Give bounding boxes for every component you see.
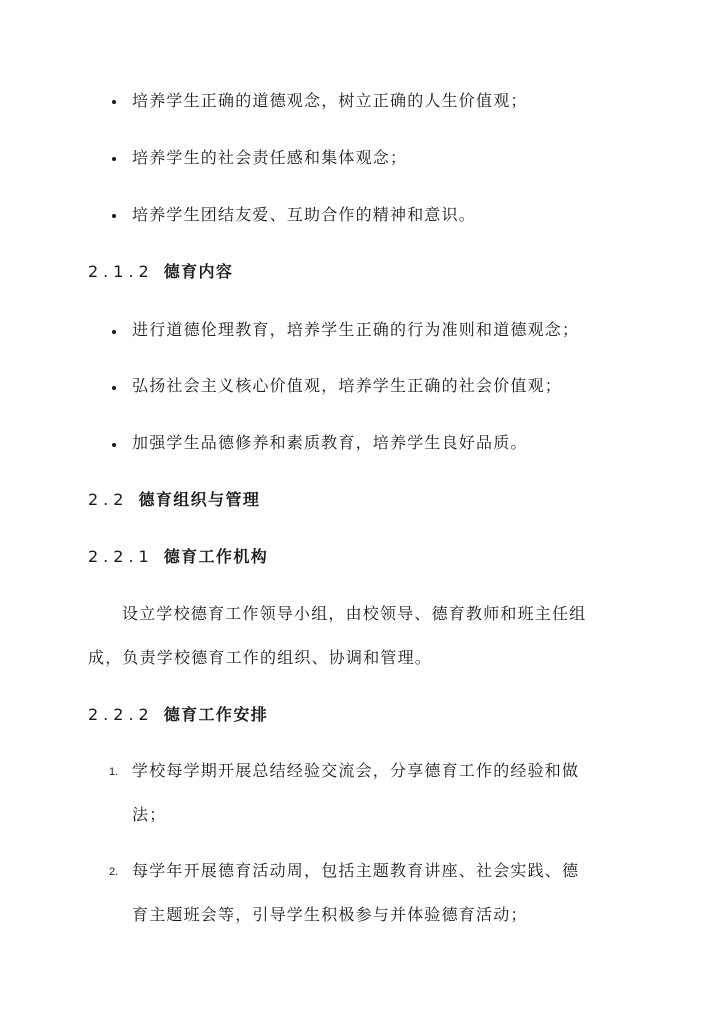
list-item-line: 每学年开展德育活动周，包括主题教育讲座、社会实践、德 (132, 861, 580, 880)
bullet-item: 进行道德伦理教育，培养学生正确的行为准则和道德观念； (132, 320, 580, 339)
section-title: 德育工作安排 (163, 705, 269, 724)
bullet-item: 弘扬社会主义核心价值观，培养学生正确的社会价值观； (132, 376, 563, 395)
section-heading-2-2-2 (88, 705, 268, 725)
paragraph-line: 成，负责学校德育工作的组织、协调和管理。 (88, 648, 433, 667)
paragraph-line: 设立学校德育工作领导小组，由校领导、德育教师和班主任组 (122, 604, 587, 623)
section-title: 德育组织与管理 (138, 490, 261, 509)
bullet-marker (112, 157, 116, 161)
list-item-line: 法； (132, 805, 167, 824)
section-heading-2-2 (88, 490, 260, 510)
bullet-item: 培养学生的社会责任感和集体观念； (132, 148, 408, 167)
bullet-item: 加强学生品德修养和素质教育，培养学生良好品质。 (132, 433, 528, 452)
section-heading-2-2-1 (88, 547, 268, 567)
bullet-marker (112, 100, 116, 104)
list-number: 1. (109, 766, 119, 778)
bullet-marker (112, 386, 116, 390)
section-number: 2.2.1 (88, 547, 154, 566)
bullet-marker (112, 330, 116, 334)
section-number: 2.1.2 (88, 262, 154, 281)
list-number: 2. (109, 866, 119, 878)
list-item-line: 育主题班会等，引导学生积极参与并体验德育活动； (132, 905, 528, 924)
bullet-marker (112, 214, 116, 218)
section-number: 2.2.2 (88, 705, 154, 724)
section-number: 2.2 (88, 490, 129, 509)
section-title: 德育工作机构 (163, 547, 269, 566)
section-heading-2-1-2 (88, 262, 233, 282)
bullet-marker (112, 443, 116, 447)
bullet-item: 培养学生正确的道德观念，树立正确的人生价值观； (132, 91, 528, 110)
list-item-line: 学校每学期开展总结经验交流会，分享德育工作的经验和做 (132, 761, 580, 780)
bullet-item: 培养学生团结友爱、互助合作的精神和意识。 (132, 205, 477, 224)
section-title: 德育内容 (163, 262, 234, 281)
